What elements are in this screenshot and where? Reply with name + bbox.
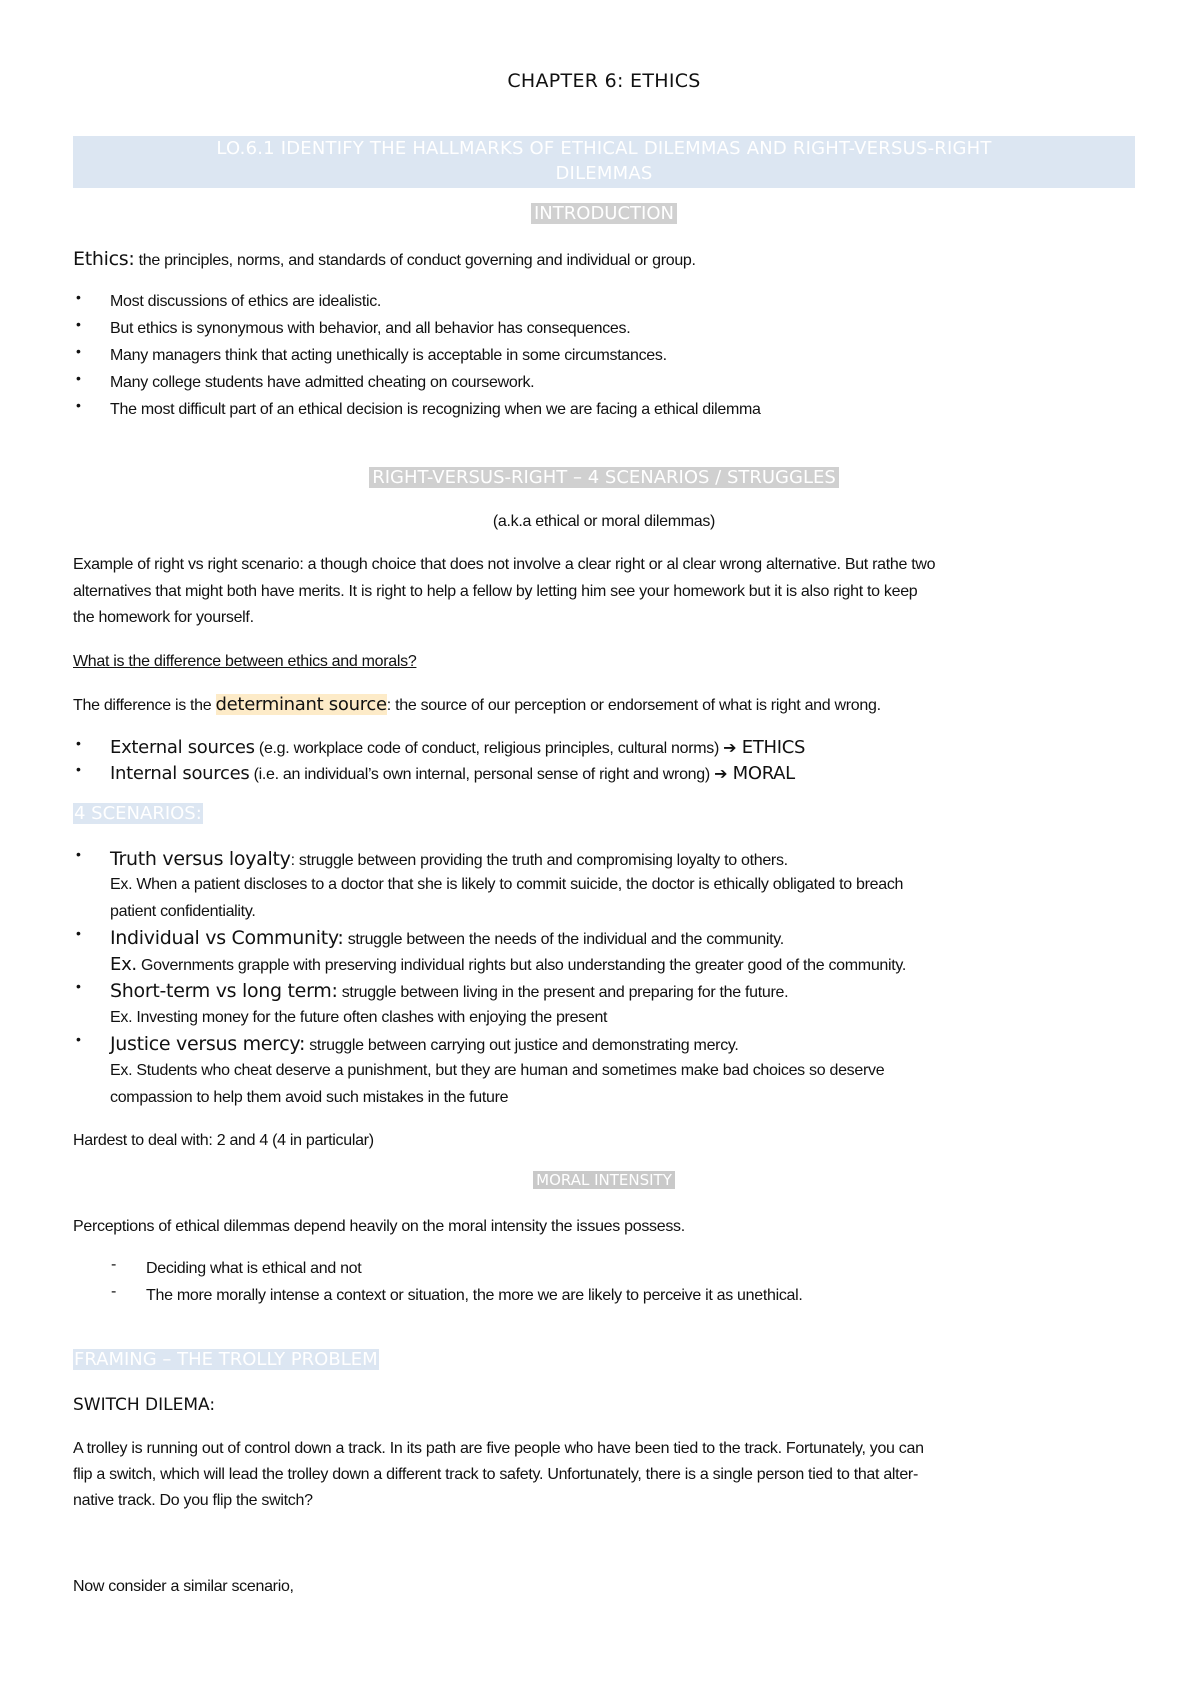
bullet-icon: • bbox=[76, 735, 81, 751]
moral-intensity-heading: MORAL INTENSITY bbox=[73, 1171, 1135, 1190]
dash-marker: - bbox=[111, 1283, 117, 1300]
determinant-source-sentence: The difference is the determinant source: the source of our perception or endorsement of what is right and wrong. bbox=[73, 694, 881, 715]
bullet-icon: • bbox=[76, 846, 81, 862]
bullet-icon: • bbox=[76, 316, 81, 332]
learning-objective-heading bbox=[73, 136, 1135, 188]
trolley-paragraph-line-3: native track. Do you flip the switch? bbox=[73, 1492, 313, 1509]
switch-dilemma-label: SWITCH DILEMA: bbox=[73, 1395, 216, 1415]
right-vs-right-heading: RIGHT-VERSUS-RIGHT – 4 SCENARIOS / STRUGGLES bbox=[73, 467, 1135, 488]
bullet-icon: • bbox=[76, 1031, 81, 1047]
highlighted-term: determinant source bbox=[215, 694, 387, 715]
lo-heading-line-2: DILEMMAS bbox=[555, 163, 653, 184]
hardest-note: Hardest to deal with: 2 and 4 (4 in particular) bbox=[73, 1132, 374, 1149]
bullet-icon: • bbox=[76, 370, 81, 386]
arrow-icon: ➔ bbox=[714, 766, 728, 783]
chapter-title: CHAPTER 6: ETHICS bbox=[507, 70, 701, 92]
bullet-icon: • bbox=[76, 978, 81, 994]
definition-term: Ethics: bbox=[73, 248, 135, 270]
definition-text: the principles, norms, and standards of conduct governing and individual or group. bbox=[134, 252, 696, 269]
rvr-example-line-1: Example of right vs right scenario: a though choice that does not involve a clear right or al clear wrong alternative. But rathe two bbox=[73, 556, 936, 573]
bullet-icon: • bbox=[76, 343, 81, 359]
bullet-icon: • bbox=[76, 289, 81, 305]
rvr-subtitle: (a.k.a ethical or moral dilemmas) bbox=[492, 513, 716, 530]
dash-marker: - bbox=[111, 1256, 117, 1273]
arrow-icon: ➔ bbox=[723, 740, 737, 757]
framing-heading: FRAMING – THE TROLLY PROBLEM bbox=[74, 1349, 378, 1370]
four-scenarios-heading: 4 SCENARIOS: bbox=[74, 803, 202, 824]
bullet-icon: • bbox=[76, 925, 81, 941]
ethics-morals-question: What is the difference between ethics and morals? bbox=[73, 653, 417, 670]
trolley-paragraph-line-2: flip a switch, which will lead the trolley down a different track to safety. Unfortunately, there is a single person tied to that alter- bbox=[73, 1466, 918, 1483]
bullet-icon: • bbox=[76, 397, 81, 413]
moral-intensity-text: Perceptions of ethical dilemmas depend heavily on the moral intensity the issues possess. bbox=[73, 1218, 685, 1235]
rvr-example-line-3: the homework for yourself. bbox=[73, 609, 254, 626]
lo-heading-line-1: LO.6.1 IDENTIFY THE HALLMARKS OF ETHICAL DILEMMAS AND RIGHT-VERSUS-RIGHT bbox=[216, 138, 992, 159]
ethics-definition bbox=[73, 246, 1135, 274]
closing-line: Now consider a similar scenario, bbox=[73, 1578, 294, 1595]
trolley-paragraph-line-1: A trolley is running out of control down a track. In its path are five people who have been tied to the track. Fortunately, you can bbox=[73, 1440, 924, 1457]
bullet-icon: • bbox=[76, 761, 81, 777]
rvr-example-line-2: alternatives that might both have merits. It is right to help a fellow by letting him see your homework but it is also right to keep bbox=[73, 583, 918, 600]
introduction-heading: INTRODUCTION bbox=[73, 203, 1135, 224]
